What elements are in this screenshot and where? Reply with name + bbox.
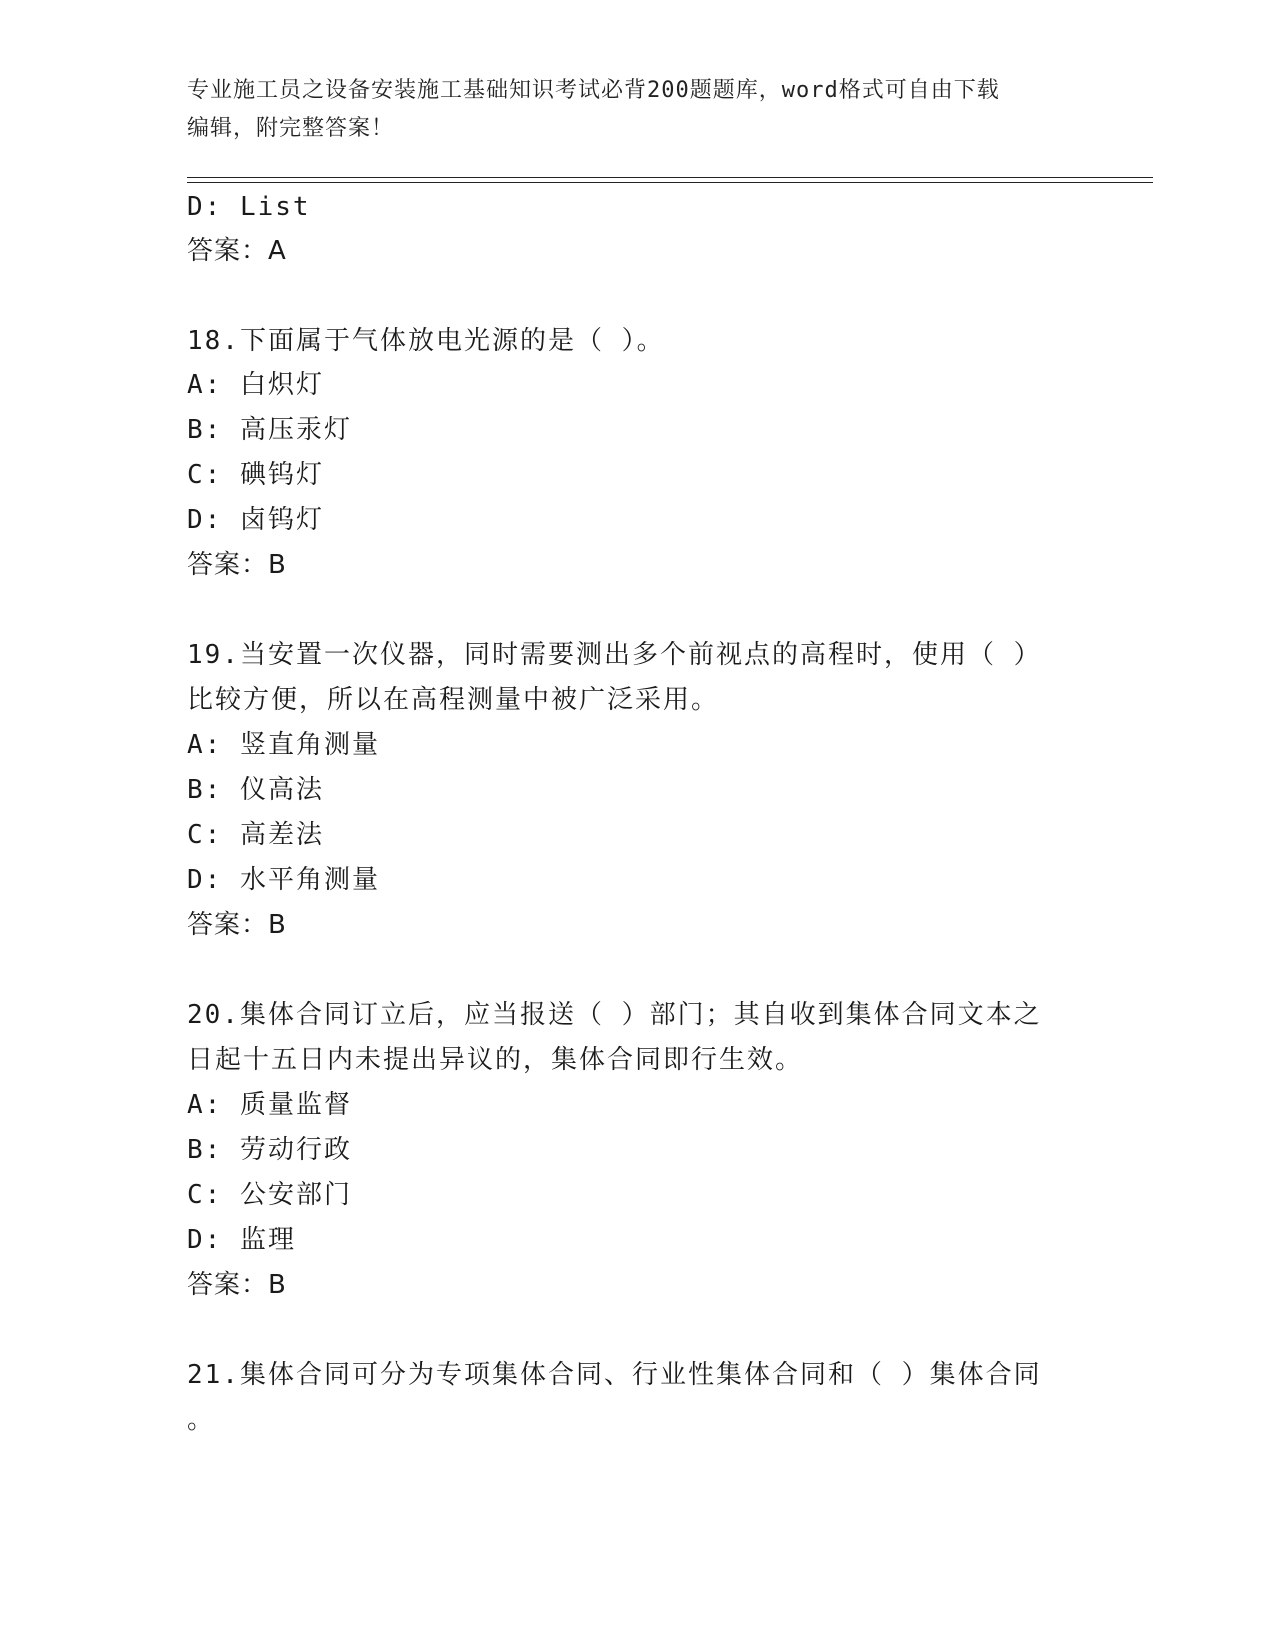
question-stem: 19.当安置一次仪器，同时需要测出多个前视点的高程时，使用（ ） [187, 640, 1042, 670]
answer-line: 答案：A [187, 236, 287, 266]
option-d: D: 卤钨灯 [187, 505, 324, 535]
header-line-2: 编辑，附完整答案！ [187, 116, 395, 141]
answer-line: 答案：B [187, 910, 287, 940]
option-d: D: List [187, 192, 311, 222]
option-b: B: 劳动行政 [187, 1135, 352, 1165]
option-c: C: 碘钨灯 [187, 460, 324, 490]
option-c: C: 公安部门 [187, 1180, 352, 1210]
document-header [187, 72, 1067, 148]
option-a: A: 竖直角测量 [187, 730, 380, 760]
option-c: C: 高差法 [187, 820, 324, 850]
question-stem-continued: 。 [187, 1405, 216, 1435]
header-divider-bottom [187, 182, 1153, 183]
answer-line: 答案：B [187, 1270, 287, 1300]
option-d: D: 水平角测量 [187, 865, 380, 895]
answer-line: 答案：B [187, 550, 287, 580]
option-b: B: 仪高法 [187, 775, 324, 805]
question-stem-continued: 比较方便，所以在高程测量中被广泛采用。 [187, 685, 720, 715]
option-a: A: 质量监督 [187, 1090, 352, 1120]
question-stem: 20.集体合同订立后，应当报送（ ）部门；其自收到集体合同文本之 [187, 1000, 1042, 1030]
question-stem: 18.下面属于气体放电光源的是（ ）。 [187, 326, 665, 356]
option-b: B: 高压汞灯 [187, 415, 352, 445]
option-a: A: 白炽灯 [187, 370, 324, 400]
header-divider-top [187, 177, 1153, 178]
question-stem: 21.集体合同可分为专项集体合同、行业性集体合同和（ ）集体合同 [187, 1360, 1042, 1390]
question-stem-continued: 日起十五日内未提出异议的，集体合同即行生效。 [187, 1045, 804, 1075]
option-d: D: 监理 [187, 1225, 296, 1255]
header-line-1: 专业施工员之设备安装施工基础知识考试必背200题题库，word格式可自由下载 [187, 78, 1000, 103]
